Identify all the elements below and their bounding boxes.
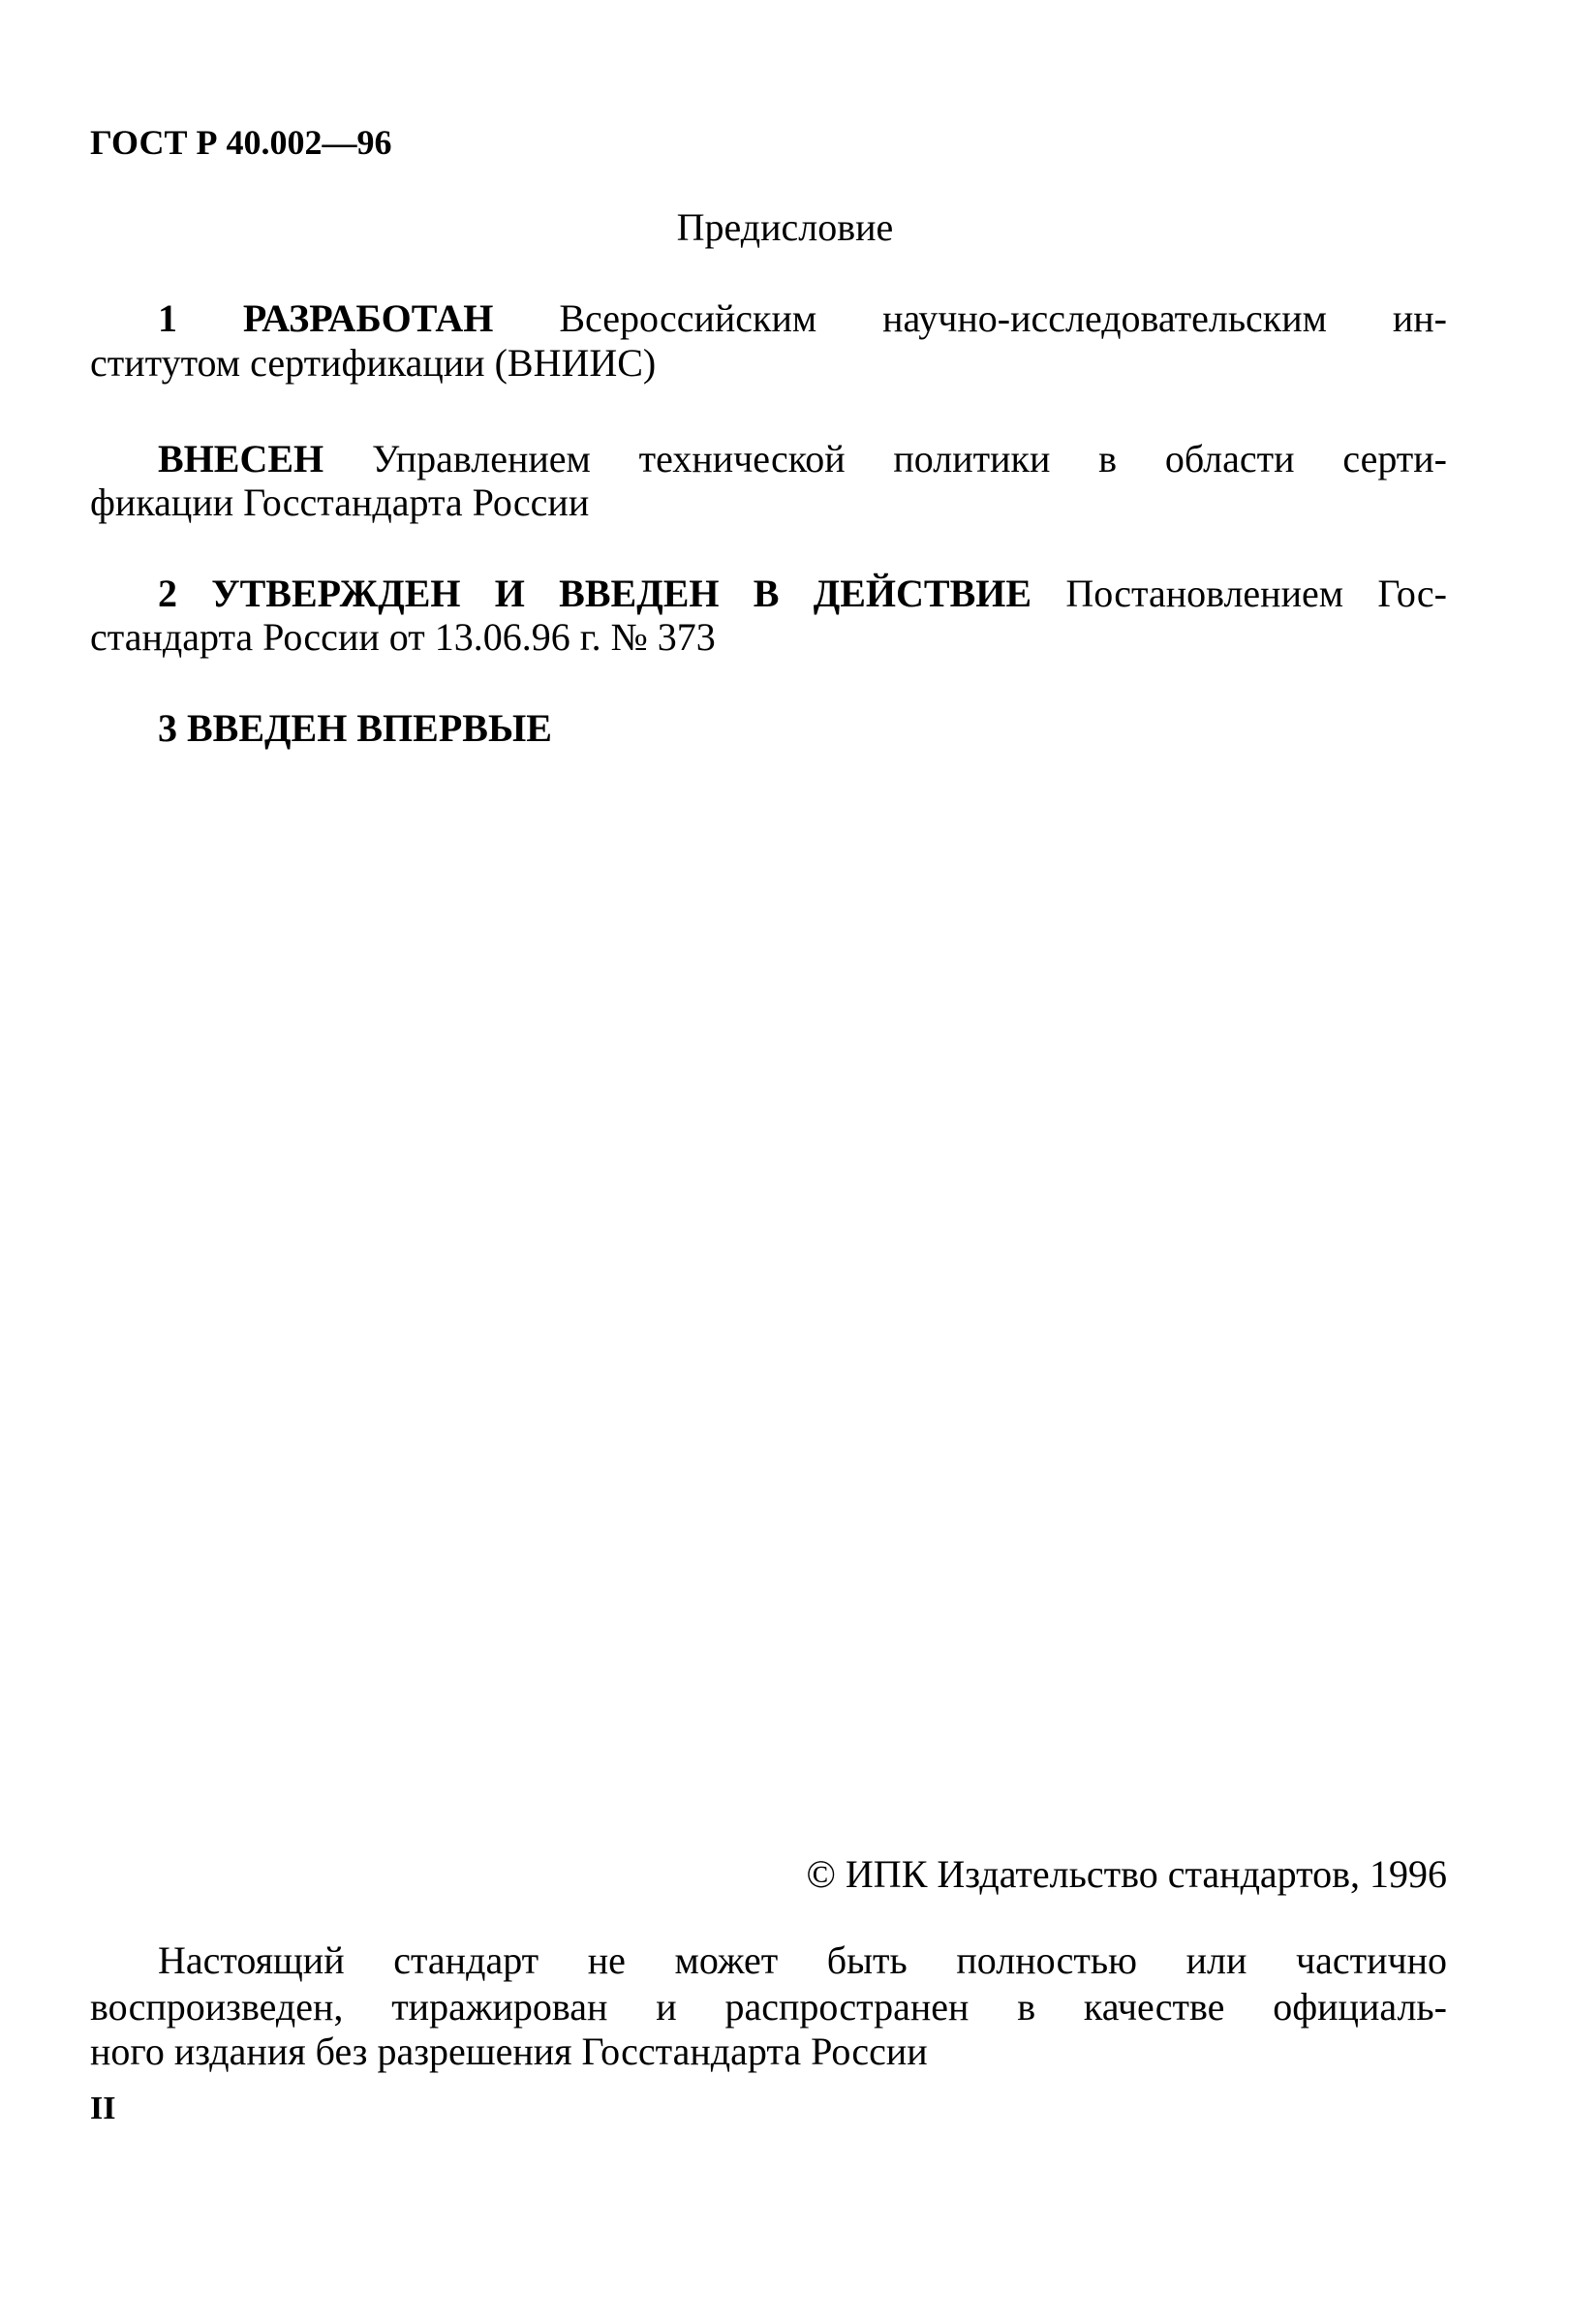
notice-line2: воспроизведен, тиражирован и распространен в качестве официаль- (90, 1985, 1447, 2029)
item2-text: Постановлением Гос- (1065, 572, 1448, 615)
introduced-line2: фикации Госстандарта России (90, 480, 590, 524)
notice-line3: ного издания без разрешения Госстандарта России (90, 2030, 928, 2073)
item2-line1 (90, 572, 1447, 616)
notice-line1: Настоящий стандарт не может быть полностью или частично (158, 1938, 1447, 1982)
copyright: © ИПК Издательство стандартов, 1996 (806, 1852, 1447, 1896)
page-title: Предисловие (676, 205, 894, 249)
item1-line1 (90, 296, 1447, 341)
page-number: II (90, 2091, 116, 2126)
introduced-line1 (90, 437, 1447, 481)
item1-text: Всероссийским научно-исследовательским ин- (559, 296, 1447, 340)
item1-line2: ститутом сертификации (ВНИИС) (90, 341, 657, 385)
item3: 3 ВВЕДЕН ВПЕРВЫЕ (158, 706, 552, 750)
item2-line2: стандарта России от 13.06.96 г. № 373 (90, 615, 716, 659)
item2-lead: 2 УТВЕРЖДЕН И ВВЕДЕН В ДЕЙСТВИЕ (158, 572, 1032, 615)
introduced-lead: ВНЕСЕН (158, 437, 324, 480)
item1-lead: 1 РАЗРАБОТАН (158, 296, 494, 340)
document-header: ГОСТ Р 40.002—96 (90, 123, 392, 162)
introduced-text: Управлением технической политики в области серти- (371, 437, 1447, 480)
